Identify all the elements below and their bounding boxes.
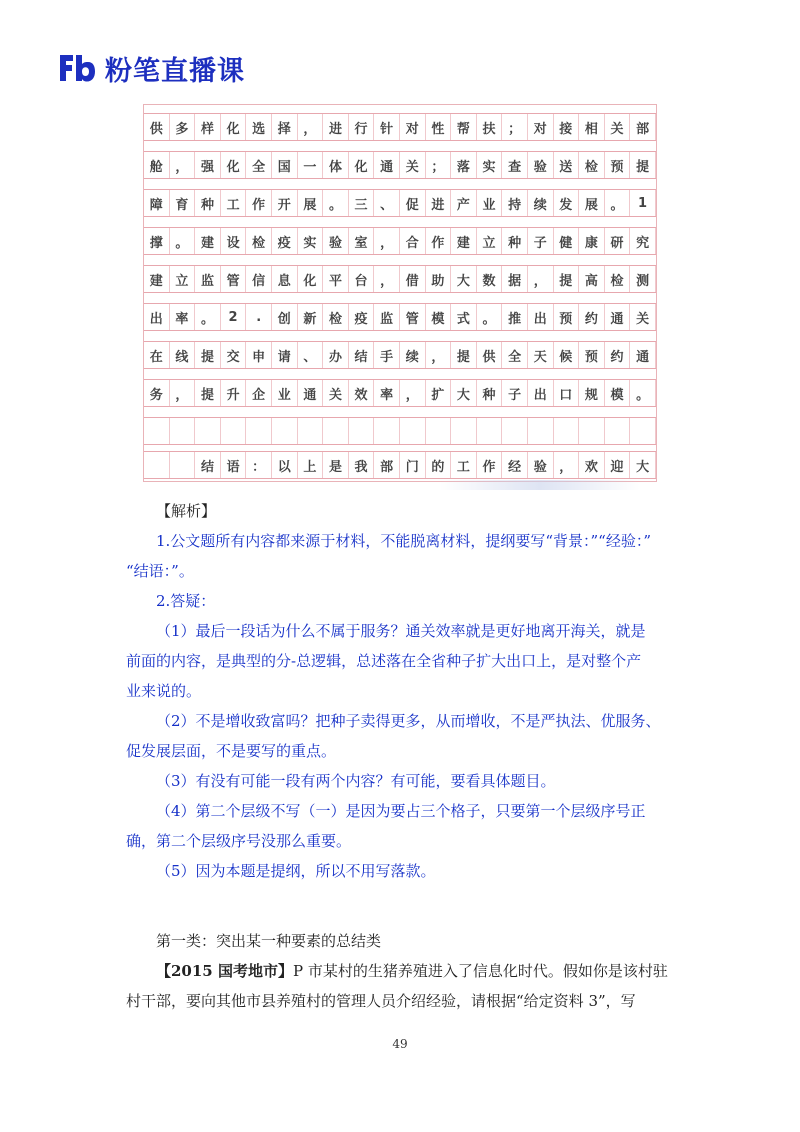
grid-cell: 大 xyxy=(630,452,656,478)
grid-cell: 验 xyxy=(323,228,349,254)
grid-cell xyxy=(195,418,221,444)
grid-cell xyxy=(477,418,503,444)
grid-cell: 预 xyxy=(579,342,605,368)
grid-cell: 择 xyxy=(272,114,298,140)
analysis-section xyxy=(126,496,686,886)
grid-cell: 是 xyxy=(323,452,349,478)
grid-cell xyxy=(323,418,349,444)
grid-cell: 种 xyxy=(195,190,221,216)
grid-cell: 据 xyxy=(502,266,528,292)
grid-cell: 实 xyxy=(477,152,503,178)
grid-cell: 作 xyxy=(477,452,503,478)
grid-cell: 约 xyxy=(605,342,631,368)
grid-cell: 化 xyxy=(221,152,247,178)
grid-cell: 种 xyxy=(477,380,503,406)
grid-cell: 室 xyxy=(349,228,375,254)
grid-cell xyxy=(502,418,528,444)
grid-cell: 推 xyxy=(502,304,528,330)
grid-cell: 信 xyxy=(246,266,272,292)
grid-cell: 强 xyxy=(195,152,221,178)
grid-cell: 展 xyxy=(579,190,605,216)
grid-cell: 合 xyxy=(400,228,426,254)
grid-cell: 息 xyxy=(272,266,298,292)
grid-cell: 请 xyxy=(272,342,298,368)
grid-cell: 提 xyxy=(451,342,477,368)
grid-cell: ， xyxy=(170,380,196,406)
grid-cell: 持 xyxy=(502,190,528,216)
grid-cell: ， xyxy=(554,452,580,478)
grid-cell: 交 xyxy=(221,342,247,368)
question-text-1: P 市某村的生猪养殖进入了信息化时代。假如你是该村驻 xyxy=(292,962,668,980)
grid-row xyxy=(144,379,656,407)
grid-cell: 验 xyxy=(528,152,554,178)
grid-row xyxy=(144,303,656,331)
answer-4-line-1: （4）第二个层级不写（一）是因为要占三个格子，只要第一个层级序号正 xyxy=(156,802,646,820)
grid-row xyxy=(144,451,656,479)
grid-cell: 选 xyxy=(246,114,272,140)
grid-cell: 、 xyxy=(374,190,400,216)
grid-cell xyxy=(528,418,554,444)
grid-cell xyxy=(605,418,631,444)
grid-cell: 线 xyxy=(170,342,196,368)
grid-cell: 究 xyxy=(630,228,656,254)
grid-cell: 效 xyxy=(349,380,375,406)
grid-cell: 开 xyxy=(272,190,298,216)
grid-cell: 口 xyxy=(554,380,580,406)
grid-cell: 、 xyxy=(298,342,324,368)
brand-logo xyxy=(57,50,245,86)
grid-cell: 工 xyxy=(451,452,477,478)
grid-cell: 通 xyxy=(630,342,656,368)
answer-1-line-1: （1）最后一段话为什么不属于服务？通关效率就是更好地离开海关，就是 xyxy=(156,622,646,640)
grid-cell: 国 xyxy=(272,152,298,178)
grid-cell: 以 xyxy=(272,452,298,478)
grid-cell: 的 xyxy=(426,452,452,478)
grid-cell xyxy=(554,418,580,444)
grid-cell: 康 xyxy=(579,228,605,254)
grid-cell: ， xyxy=(400,380,426,406)
grid-cell: 规 xyxy=(579,380,605,406)
grid-cell: 部 xyxy=(630,114,656,140)
grid-cell: 业 xyxy=(477,190,503,216)
grid-cell: 结 xyxy=(195,452,221,478)
grid-cell: 率 xyxy=(374,380,400,406)
grid-cell: 扩 xyxy=(426,380,452,406)
analysis-heading: 【解析】 xyxy=(156,502,217,520)
grid-cell: 申 xyxy=(246,342,272,368)
grid-cell: 提 xyxy=(195,380,221,406)
grid-cell: ， xyxy=(528,266,554,292)
grid-cell: 进 xyxy=(323,114,349,140)
grid-cell: 展 xyxy=(298,190,324,216)
grid-cell: 大 xyxy=(451,266,477,292)
grid-row xyxy=(144,265,656,293)
grid-cell: 体 xyxy=(323,152,349,178)
grid-cell: 监 xyxy=(374,304,400,330)
grid-cell: 台 xyxy=(349,266,375,292)
grid-cell: 务 xyxy=(144,380,170,406)
grid-cell: 查 xyxy=(502,152,528,178)
grid-cell: 关 xyxy=(323,380,349,406)
grid-cell xyxy=(451,418,477,444)
grid-cell: 设 xyxy=(221,228,247,254)
grid-cell: 接 xyxy=(554,114,580,140)
grid-cell: 性 xyxy=(426,114,452,140)
grid-cell xyxy=(579,418,605,444)
grid-cell: 多 xyxy=(170,114,196,140)
logo-text: 粉笔直播课 xyxy=(105,55,245,87)
grid-cell xyxy=(144,452,170,478)
grid-cell: 升 xyxy=(221,380,247,406)
grid-cell: 出 xyxy=(528,380,554,406)
grid-cell: ， xyxy=(374,228,400,254)
grid-cell: 。 xyxy=(195,304,221,330)
grid-cell xyxy=(170,418,196,444)
grid-cell: 助 xyxy=(426,266,452,292)
grid-cell: 在 xyxy=(144,342,170,368)
grid-cell: ， xyxy=(374,266,400,292)
grid-cell: 候 xyxy=(554,342,580,368)
answer-5: （5）因为本题是提纲，所以不用写落款。 xyxy=(156,862,436,880)
grid-cell: 进 xyxy=(426,190,452,216)
grid-cell: 样 xyxy=(195,114,221,140)
answer-2-line-1: （2）不是增收致富吗？把种子卖得更多，从而增收，不是严执法、优服务、 xyxy=(156,712,661,730)
grid-cell: 管 xyxy=(221,266,247,292)
grid-cell xyxy=(426,418,452,444)
analysis-point-2: 2.答疑： xyxy=(156,592,216,610)
grid-cell: 作 xyxy=(246,190,272,216)
grid-cell: 化 xyxy=(349,152,375,178)
grid-cell: 全 xyxy=(246,152,272,178)
answer-1-line-2: 前面的内容，是典型的分-总逻辑，总述落在全省种子扩大出口上，是对整个产 xyxy=(126,652,642,670)
grid-cell: ， xyxy=(426,342,452,368)
grid-cell: 借 xyxy=(400,266,426,292)
question-line-1 xyxy=(126,956,686,986)
grid-cell: 育 xyxy=(170,190,196,216)
grid-row xyxy=(144,151,656,179)
grid-cell: 产 xyxy=(451,190,477,216)
grid-cell xyxy=(246,418,272,444)
answer-2-line-2: 促发展层面，不是要写的重点。 xyxy=(126,742,337,760)
grid-cell: 办 xyxy=(323,342,349,368)
grid-cell: 供 xyxy=(477,342,503,368)
question-source-tag: 【2015 国考地市】 xyxy=(156,962,293,980)
grid-cell: 送 xyxy=(554,152,580,178)
grid-cell: 通 xyxy=(374,152,400,178)
grid-cell: 落 xyxy=(451,152,477,178)
grid-cell: 检 xyxy=(323,304,349,330)
grid-row xyxy=(144,417,656,445)
answer-1-line-3: 业来说的。 xyxy=(126,682,202,700)
grid-cell: 撑 xyxy=(144,228,170,254)
grid-cell: 发 xyxy=(554,190,580,216)
grid-cell: 1 xyxy=(630,190,656,216)
grid-cell xyxy=(349,418,375,444)
grid-cell xyxy=(144,418,170,444)
category-section xyxy=(126,926,686,1016)
grid-cell: 扶 xyxy=(477,114,503,140)
grid-cell: 测 xyxy=(630,266,656,292)
grid-cell: 立 xyxy=(477,228,503,254)
grid-cell: 疫 xyxy=(272,228,298,254)
grid-cell: 全 xyxy=(502,342,528,368)
grid-cell: 立 xyxy=(170,266,196,292)
fb-logo-icon xyxy=(57,51,97,85)
grid-cell: 迎 xyxy=(605,452,631,478)
grid-cell: 业 xyxy=(272,380,298,406)
grid-row xyxy=(144,227,656,255)
grid-cell: 约 xyxy=(579,304,605,330)
grid-cell xyxy=(630,418,656,444)
grid-cell: 子 xyxy=(528,228,554,254)
grid-cell: 数 xyxy=(477,266,503,292)
grid-cell: ， xyxy=(298,114,324,140)
grid-cell: . xyxy=(246,304,272,330)
grid-cell: 。 xyxy=(630,380,656,406)
grid-cell xyxy=(221,418,247,444)
grid-cell: 预 xyxy=(605,152,631,178)
question-line-2: 村干部，要向其他市县养殖村的管理人员介绍经验，请根据“给定资料 3”，写 xyxy=(126,992,636,1010)
grid-cell: 。 xyxy=(605,190,631,216)
grid-cell: 续 xyxy=(400,342,426,368)
grid-cell: 欢 xyxy=(579,452,605,478)
grid-cell: 通 xyxy=(298,380,324,406)
grid-cell: 率 xyxy=(170,304,196,330)
grid-cell: 供 xyxy=(144,114,170,140)
grid-cell: 结 xyxy=(349,342,375,368)
grid-cell: 工 xyxy=(221,190,247,216)
grid-cell: 检 xyxy=(605,266,631,292)
grid-cell: 模 xyxy=(605,380,631,406)
analysis-point-1-line-1: 1.公文题所有内容都来源于材料，不能脱离材料，提纲要写“背景：”“经验：” xyxy=(156,532,651,550)
grid-cell: 出 xyxy=(528,304,554,330)
grid-cell: 化 xyxy=(221,114,247,140)
grid-cell: 关 xyxy=(630,304,656,330)
grid-cell xyxy=(374,418,400,444)
grid-cell xyxy=(272,418,298,444)
grid-cell: 大 xyxy=(451,380,477,406)
grid-cell: 验 xyxy=(528,452,554,478)
grid-cell: 经 xyxy=(502,452,528,478)
image-edge-smear xyxy=(440,480,640,490)
grid-cell: 平 xyxy=(323,266,349,292)
grid-cell: 促 xyxy=(400,190,426,216)
grid-row xyxy=(144,341,656,369)
page-number: 49 xyxy=(392,1037,408,1051)
grid-cell: 关 xyxy=(400,152,426,178)
grid-cell: 建 xyxy=(451,228,477,254)
grid-cell: 。 xyxy=(477,304,503,330)
grid-cell: 监 xyxy=(195,266,221,292)
grid-cell xyxy=(170,452,196,478)
grid-cell: 提 xyxy=(195,342,221,368)
grid-cell: 检 xyxy=(579,152,605,178)
grid-cell: ： xyxy=(246,452,272,478)
grid-cell: 相 xyxy=(579,114,605,140)
grid-cell: 门 xyxy=(400,452,426,478)
grid-cell: 建 xyxy=(195,228,221,254)
grid-cell: 2 xyxy=(221,304,247,330)
grid-cell: ， xyxy=(170,152,196,178)
grid-cell: 一 xyxy=(298,152,324,178)
grid-cell: 种 xyxy=(502,228,528,254)
grid-cell: 手 xyxy=(374,342,400,368)
grid-cell: 上 xyxy=(298,452,324,478)
grid-cell: 提 xyxy=(630,152,656,178)
grid-cell: 实 xyxy=(298,228,324,254)
grid-cell: 检 xyxy=(246,228,272,254)
grid-cell: ； xyxy=(426,152,452,178)
grid-cell: 创 xyxy=(272,304,298,330)
grid-row xyxy=(144,113,656,141)
analysis-point-1-line-2: “结语：”。 xyxy=(126,562,194,580)
grid-cell: 行 xyxy=(349,114,375,140)
grid-cell: 管 xyxy=(400,304,426,330)
grid-cell: 。 xyxy=(170,228,196,254)
answer-3: （3）有没有可能一段有两个内容？有可能，要看具体题目。 xyxy=(156,772,556,790)
grid-row xyxy=(144,189,656,217)
answer-4-line-2: 确，第二个层级序号没那么重要。 xyxy=(126,832,352,850)
grid-cell: 预 xyxy=(554,304,580,330)
grid-cell: 障 xyxy=(144,190,170,216)
grid-cell: 舱 xyxy=(144,152,170,178)
grid-cell: 帮 xyxy=(451,114,477,140)
grid-cell: 疫 xyxy=(349,304,375,330)
grid-cell: 针 xyxy=(374,114,400,140)
grid-cell: 对 xyxy=(400,114,426,140)
grid-cell xyxy=(400,418,426,444)
grid-cell: 式 xyxy=(451,304,477,330)
essay-answer-grid xyxy=(143,104,657,482)
grid-cell: 企 xyxy=(246,380,272,406)
grid-cell: 关 xyxy=(605,114,631,140)
grid-cell: 语 xyxy=(221,452,247,478)
grid-cell xyxy=(298,418,324,444)
grid-cell: 出 xyxy=(144,304,170,330)
grid-cell: 对 xyxy=(528,114,554,140)
grid-cell: 研 xyxy=(605,228,631,254)
section-title: 第一类：突出某一种要素的总结类 xyxy=(156,932,382,950)
grid-cell: ； xyxy=(502,114,528,140)
grid-cell: 天 xyxy=(528,342,554,368)
grid-cell: 健 xyxy=(554,228,580,254)
grid-cell: 我 xyxy=(349,452,375,478)
grid-cell: 子 xyxy=(502,380,528,406)
grid-cell: 。 xyxy=(323,190,349,216)
grid-cell: 三 xyxy=(349,190,375,216)
grid-cell: 高 xyxy=(579,266,605,292)
grid-cell: 模 xyxy=(426,304,452,330)
grid-cell: 通 xyxy=(605,304,631,330)
grid-cell: 化 xyxy=(298,266,324,292)
grid-cell: 作 xyxy=(426,228,452,254)
grid-cell: 新 xyxy=(298,304,324,330)
grid-cell: 续 xyxy=(528,190,554,216)
grid-cell: 提 xyxy=(554,266,580,292)
grid-cell: 建 xyxy=(144,266,170,292)
grid-cell: 部 xyxy=(374,452,400,478)
